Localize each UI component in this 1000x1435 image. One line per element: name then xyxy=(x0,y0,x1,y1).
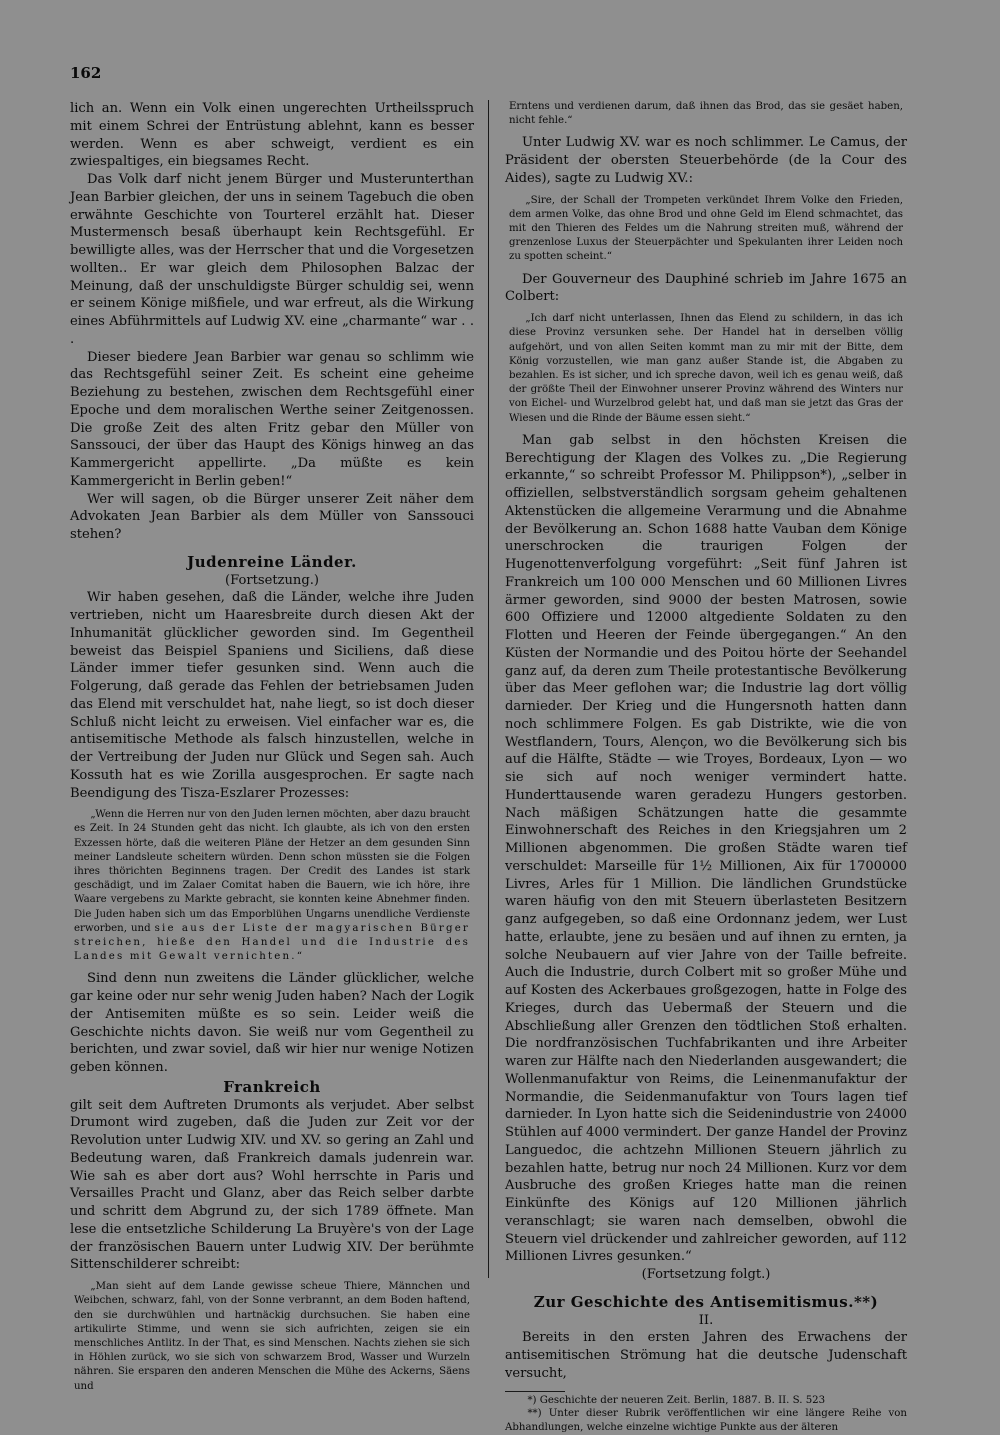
page-number: 162 xyxy=(70,64,102,82)
quote-text: „Wenn die Herren nur von den Juden lernen möchten, aber dazu braucht es Zeit. In 24 Stunden geht das nicht. Ich glaubte, als ich von den ersten Exzessen hörte, daß die weiteren Pläne der Hetzer an dem gesunden Sinn meiner Landsleute scheitern würden. Denn schon müssten sie die Folgen ihres thörichten Beginnens tragen. Der Credit des Landes ist stark geschädigt, und im Zalaer Comitat haben die Bauern, wie ich höre, ihre Waare vergebens zu Markte gebracht, sie konnten keine Abnehmer finden. Die Juden haben sich um das Emporblühen Ungarns unendliche Verdienste erworben, und xyxy=(74,809,470,934)
block-quote: „Sire, der Schall der Trompeten verkündet Ihrem Volke den Frieden, dem armen Volke, das ohne Brod und ohne Geld im Elend schmachtet, das mit den Thieren des Feldes um die Nahrung streiten muß, während der grenzenlose Luxus der Steuerpächter und Spekulanten ihrer Leiden noch zu spotten scheint.“ xyxy=(509,194,903,263)
block-quote xyxy=(70,808,474,964)
paragraph: Wer will sagen, ob die Bürger unserer Zeit näher dem Advokaten Jean Barbier als dem Müller von Sanssouci stehen? xyxy=(70,491,474,542)
article-subheading: (Fortsetzung.) xyxy=(224,572,320,588)
paragraph: Das Volk darf nicht jenem Bürger und Musterunterthan Jean Barbier gleichen, der uns in seinem Tagebuch die oben erwähnte Geschichte von Tourterel erzählt hat. Dieser Mustermensch besaß überhaupt kein Rechtsgefühl. Er bewilligte alles, was der Herrscher that und die Vorgesetzen wollten.. Er war gleich dem Philosophen Balzac der Meinung, daß der unschuldigste Bürger schuldig sei, wenn er seinem Könige mißfiele, und war erfreut, als die Wirkung eines Abführmittels auf Ludwig XV. eine „charmante“ war . . . xyxy=(70,172,474,347)
block-quote: „Man sieht auf dem Lande gewisse scheue Thiere, Männchen und Weibchen, schwarz, fahl, von der Sonne verbrannt, an dem Boden haftend, den sie durchwühlen und hartnäckig durchsuchen. Sie haben eine artikulirte Stimme, und wenn sie sich aufrichten, zeigen sie ein menschliches Antlitz. In der That, es sind Menschen. Nachts ziehen sie sich in Höhlen zurück, wo sie sich von schwarzem Brod, Wasser und Wurzeln nähren. Sie ersparen den anderen Menschen die Mühe des Ackerns, Säens und xyxy=(74,1281,470,1392)
paragraph: lich an. Wenn ein Volk einen ungerechten Urtheilsspruch mit einem Schrei der Entrüstung ablehnt, kann es besser werden. Wenn es aber schweigt, verdient es ein zwiespaltiges, ein biegsames Recht. xyxy=(70,101,474,170)
paragraph: Man gab selbst in den höchsten Kreisen die Berechtigung der Klagen des Volkes zu. „Die Regierung erkannte,“ so schreibt Professor M. Philippson*), „selber in offiziellen, selbstverständlich sorgsam geheim gehaltenen Aktenstücken die allgemeine Verarmung und die Abnahme der Bevölkerung an. Schon 1688 hatte Vauban dem Könige unerschrocken die traurigen Folgen der Hugenottenverfolgung vorgeführt: „Seit fünf Jahren ist Frankreich um 100 000 Menschen und 60 Millionen Livres ärmer geworden, sind 9000 der besten Matrosen, sowie 600 Offiziere und 12000 altgediente Soldaten zu den Flotten und Heeren der Feinde übergegangen.“ An den Küsten der Normandie und des Poitou hörte der Seehandel ganz auf, da deren zum Theile protestantische Bevölkerung über das Meer geflohen war; die Industrie lag dort völlig darnieder. Der Krieg und die Hungersnoth hatten dann noch schlimmere Folgen. Es gab Distrikte, wie die von Westflandern, Tours, Alençon, wo die Bevölkerung sich bis auf die Hälfte, Städte — wie Troyes, Bordeaux, Lyon — wo sie sich auf noch weniger vermindert hatte. Hunderttausende waren geradezu Hungers gestorben. Nach mäßigen Schätzungen hatte die gesammte Einwohnerschaft des Reiches in den Kriegsjahren um 2 Millionen abgenommen. Die großen Städte waren tief verschuldet: Marseille für 1½ Millionen, Aix für 1700000 Livres, Arles für 1 Million. Die ländlichen Grundstücke waren häufig von den mit Steuern überlasteten Besitzern ganz aufgegeben, so daß eine Ordonnanz jedem, wer Lust hatte, erlaubte, jene zu besäen und auf ihnen zu ernten, ja solche Neubauern auf vier Jahre von der Taille befreite. Auch die Industrie, durch Colbert mit so großer Mühe und auf Kosten des Ackerbaues großgezogen, hatte in Folge des Krieges, durch das Uebermaß der Steuern und die Abschließung aller Grenzen den tödtlichen Stoß erhalten. Die nordfranzösischen Tuchfabrikanten und ihre Arbeiter waren zur Hälfte nach den Niederlanden ausgewandert; die Wollenmanufaktur von Reims, die Leinenmanufaktur der Normandie, die Seidenmanufaktur von Tours lagen tief darnieder. In Lyon hatte sich die Seidenindustrie von 24000 Stühlen auf 4000 vermindert. Der ganze Handel der Provinz Languedoc, die achtzehn Millionen Steuern jährlich zu bezahlen hatte, betrug nur noch 24 Millionen. Kurz vor dem Ausbruche des großen Krieges hatte man die reinen Einkünfte des Königs auf 120 Millionen jährlich veranschlagt; sie waren nach demselben, obwohl die Steuern viel drückender und zahlreicher geworden, auf 112 Millionen Livres gesunken.“ xyxy=(505,432,907,1265)
paragraph: Wir haben gesehen, daß die Länder, welche ihre Juden vertrieben, nicht um Haaresbreite durch diesen Akt der Inhumanität glücklicher geworden sind. Im Gegentheil beweist das Beispiel Spaniens und Siciliens, daß diese Länder immer tiefer gesunken sind. Wenn auch die Folgerung, daß gerade das Fehlen der betriebsamen Juden das Elend mit verschuldet hat, nahe liegt, so ist doch dieser Schluß nicht leicht zu erweisen. Viel einfacher war es, die antisemitische Methode als falsch hinzustellen, welche in der Vertreibung der Juden nur Glück und Segen sah. Auch Kossuth hat es wie Zorilla ausgesprochen. Er sagte nach Beendigung des Tisza-Eszlarer Prozesses: xyxy=(70,590,474,801)
footnote: **) Unter dieser Rubrik veröffentlichen wir eine längere Reihe von Abhandlungen, welche einzelne wichtige Punkte aus der älteren xyxy=(505,1408,907,1434)
column-divider xyxy=(488,100,489,1278)
paragraph: Bereits in den ersten Jahren des Erwachens der antisemitischen Strömung hat die deutsche Judenschaft versucht, xyxy=(505,1330,907,1381)
article-heading: Zur Geschichte des Antisemitismus.**) xyxy=(533,1292,879,1311)
paragraph: Sind denn nun zweitens die Länder glücklicher, welche gar keine oder nur sehr wenig Juden haben? Nach der Logik der Antisemiten müßte es so sein. Leider weiß die Geschichte nichts davon. Sie weiß nur vom Gegentheil zu berichten, und zwar soviel, daß wir hier nur wenige Notizen geben können. xyxy=(70,971,474,1076)
paragraph: Der Gouverneur des Dauphiné schrieb im Jahre 1675 an Colbert: xyxy=(505,271,907,305)
continued-note: (Fortsetzung folgt.) xyxy=(641,1267,771,1283)
left-column xyxy=(70,100,474,1400)
quote-emphasis: sie aus der Liste der magyarischen Bürger streichen, hieße den Handel und die Industrie des Landes mit Gewalt vernichten. xyxy=(74,922,471,963)
article-heading: Judenreine Länder. xyxy=(187,552,357,571)
block-quote: „Ich darf nicht unterlassen, Ihnen das Elend zu schildern, in das ich diese Provinz versunken sehe. Der Handel hat in derselben völlig aufgehört, und von allen Seiten kommt man zu mir mit der Bitte, dem König vorzustellen, wie man ganz außer Stande ist, die Abgaben zu bezahlen. Es ist sicher, und ich spreche davon, weil ich es genau weiß, daß der größte Theil der Einwohner unserer Provinz während des Winters nur von Eichel- und Wurzelbrod gelebt hat, und daß man sie jetzt das Gras der Wiesen und die Rinde der Bäume essen sieht.“ xyxy=(509,313,903,424)
paragraph: gilt seit dem Auftreten Drumonts als verjudet. Aber selbst Drumont wird zugeben, daß die Juden zur Zeit vor der Revolution unter Ludwig XIV. und XV. so gering an Zahl und Bedeutung waren, daß Frankreich damals judenrein war. Wie sah es aber dort aus? Wohl herrschte in Paris und Versailles Pracht und Glanz, aber das Reich selber darbte und schritt dem Abgrund zu, der sich 1789 öffnete. Man lese die entsetzliche Schilderung La Bruyère's von der Lage der französischen Bauern unter Ludwig XIV. Der berühmte Sittenschilderer schreibt: xyxy=(70,1097,474,1273)
block-quote-continued: Erntens und verdienen darum, daß ihnen das Brod, das sie gesäet haben, nicht fehle.“ xyxy=(509,101,903,127)
paragraph: Unter Ludwig XV. war es noch schlimmer. Le Camus, der Präsident der obersten Steuerbehörde (de la Cour des Aides), sagte zu Ludwig XV.: xyxy=(505,135,907,186)
quote-close: “ xyxy=(296,951,302,963)
section-heading: Frankreich xyxy=(223,1077,321,1096)
article-part-number: II. xyxy=(698,1312,714,1328)
paragraph: Dieser biedere Jean Barbier war genau so schlimm wie das Rechtsgefühl seiner Zeit. Es scheint eine geheime Beziehung zu bestehen, zwischen dem Rechtsgefühl einer Epoche und dem moralischen Werthe seiner Zeitgenossen. Die große Zeit des alten Fritz gebar den Müller von Sanssouci, der über das Haupt des Königs hinweg an das Kammergericht appellirte. „Da müßte es kein Kammergericht in Berlin geben!“ xyxy=(70,349,474,489)
footnote-divider xyxy=(505,1391,565,1392)
footnote: *) Geschichte der neueren Zeit. Berlin, 1887. B. II. S. 523 xyxy=(527,1394,826,1406)
right-column xyxy=(505,100,907,1435)
